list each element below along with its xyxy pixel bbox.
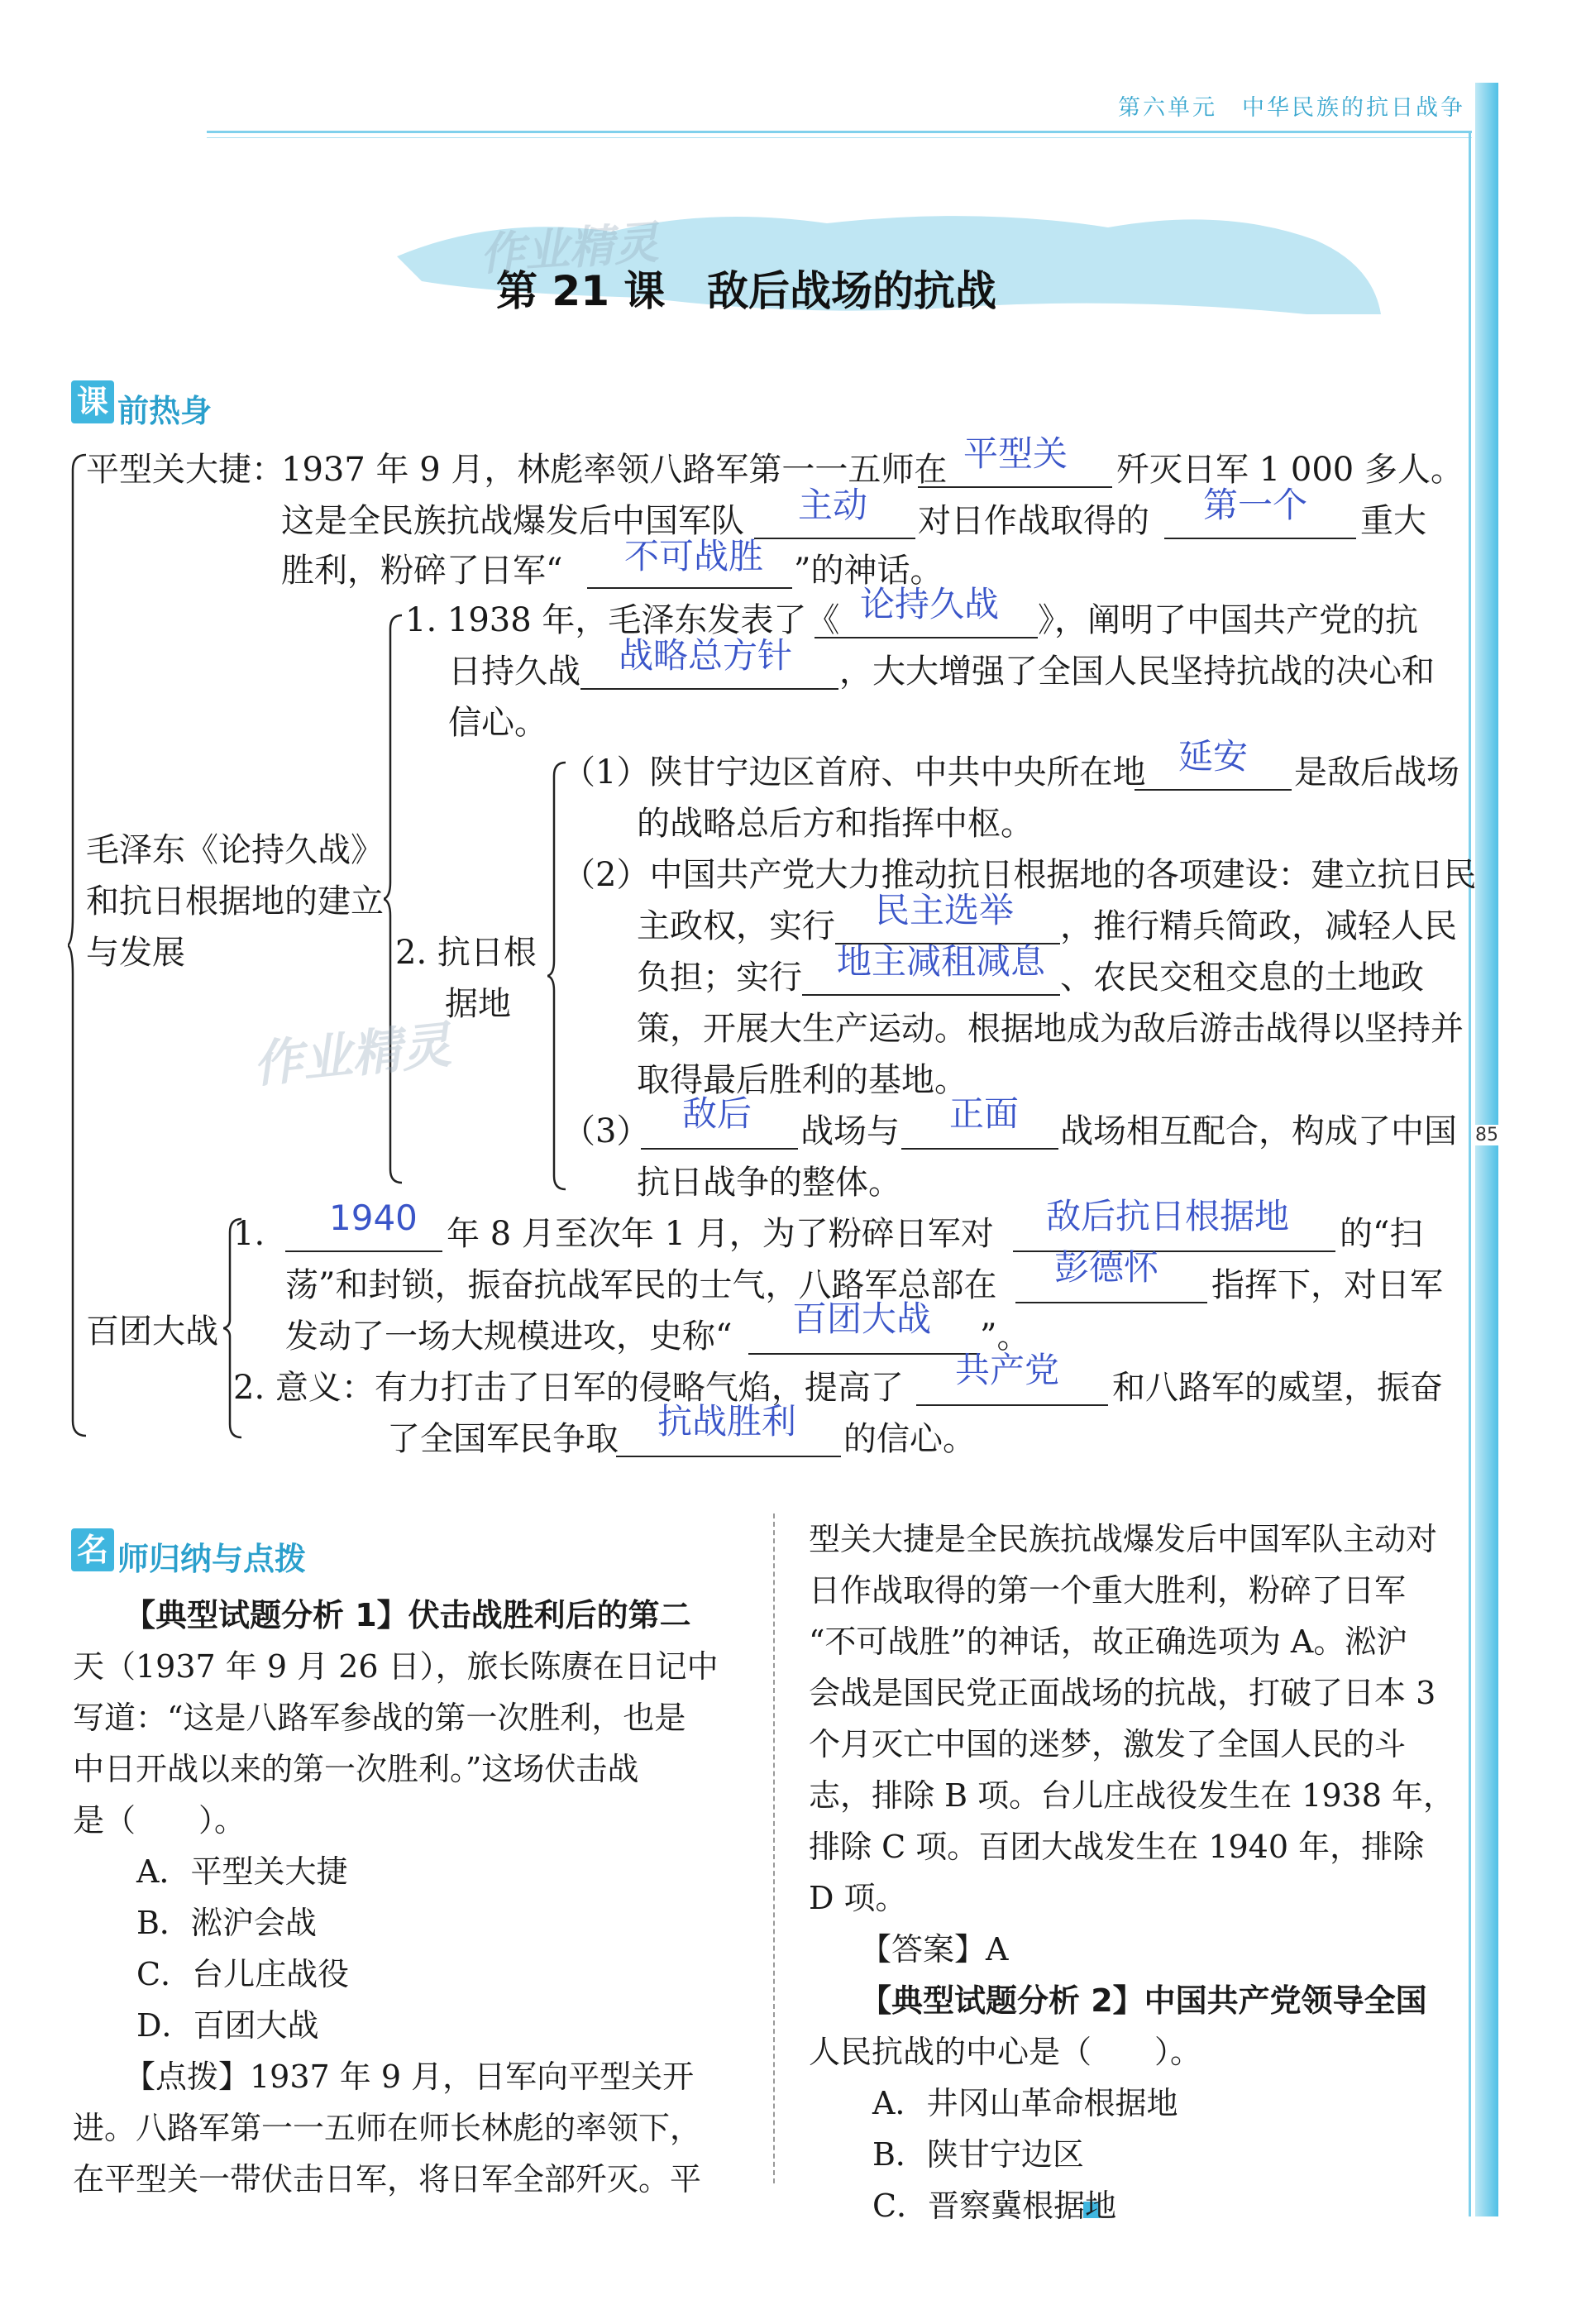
mao-s2-line2b: ，推行精兵简政，减轻人民 [1060,907,1457,945]
left-line-12: 在平型关一带伏击日军，将日军全部歼灭。平 [73,2161,702,2197]
btdz-line3a: 发动了一场大规模进攻，史称“ [285,1317,733,1356]
option2-c: C．晋察冀根据地 [872,2188,1117,2224]
left-line-10: 【点拨】1937 年 9 月，日军向平型关开 [124,2059,695,2095]
answer-dihoukangrigenjudi: 敌后抗日根据地 [1046,1196,1290,1236]
blank-btdz-peng [1015,1302,1207,1303]
blank-mao-front [901,1148,1058,1150]
blank-pxg-invincible [587,587,792,589]
top-rule-thin [207,137,1472,138]
answer-baituandazhan: 百团大战 [792,1298,932,1339]
mao-s3-line1c: 战场相互配合，构成了中国 [1060,1112,1457,1150]
mao-s3-line1b: 战场与 [800,1112,900,1150]
btdz-term: 百团大战 [86,1313,218,1351]
answer-diyige: 第一个 [1203,485,1308,525]
mao-p2-label1: 2. 抗日根 [395,934,537,972]
option2-b: B．陕甘宁边区 [872,2136,1084,2173]
right-line-4: 会战是国民党正面战场的抗战，打破了日本 3 [809,1675,1436,1711]
pxg-line1b: 歼灭日军 1 000 多人。 [1116,451,1464,489]
mao-s1-line2: 的战略总后方和指挥中枢。 [637,805,1034,843]
column-divider [773,1513,775,2183]
btdz-line4a: 2. 意义：有力打击了日军的侵略气焰，提高了 [233,1369,904,1407]
mao-s3-line2: 抗日战争的整体。 [637,1164,901,1202]
answer-zhudong: 主动 [798,485,868,525]
lesson-title-number: 第 21 课 [496,267,666,315]
section-badge-ke: 课 [71,380,114,423]
pxg-line2a: 这是全民族抗战爆发后中国军队 [281,502,744,540]
mao-s2-line1: （2）中国共产党大力推动抗日根据地的各项建设：建立抗日民 [562,856,1477,894]
right-line-10 [860,1975,1427,2026]
mao-s2-line4: 策，开展大生产运动。根据地成为敌后游击战得以坚持并 [637,1010,1464,1048]
blank-btdz-name [748,1353,980,1355]
mao-p1-line2b: ，大大增强了全国人民坚持抗战的决心和 [839,653,1435,691]
right-edge-bar [1475,83,1498,2216]
blank-mao-rent [802,994,1060,996]
mao-term2: 和抗日根据地的建立 [86,882,384,921]
btdz-line1b: 年 8 月至次年 1 月，为了粉碎日军对 [447,1215,994,1253]
mao-s2-line5: 取得最后胜利的基地。 [637,1061,967,1099]
answer-gongchandang: 共产党 [955,1350,1060,1390]
mao-p1-line3: 信心。 [448,704,547,742]
mao-s1-line1a: （1）陕甘宁边区首府、中共中央所在地 [562,753,1146,791]
right-line-7: 排除 C 项。百团大战发生在 1940 年，排除 [809,1829,1425,1865]
option-b: B．淞沪会战 [136,1905,317,1941]
left-line-2: 天（1937 年 9 月 26 日），旅长陈赓在日记中 [73,1648,719,1685]
right-line-11: 人民抗战的中心是（ ）。 [809,2034,1202,2070]
blank-pxg-first [1164,538,1356,539]
option-d: D．百团大战 [136,2007,319,2044]
section-badge-ming: 名 [71,1528,114,1571]
answer-lunchijiuzhan: 论持久战 [860,584,1000,624]
blank-mao-book [814,637,1038,638]
right-line-5: 个月灭亡中国的迷梦，激发了全国人民的斗 [809,1726,1407,1762]
left-line-4: 中日开战以来的第一次胜利。”这场伏击战 [73,1751,639,1787]
mao-brace [384,614,404,1184]
pxg-line1a: 1937 年 9 月，林彪率领八路军第一一五师在 [281,451,948,489]
answer-pingxingguan: 平型关 [963,433,1068,474]
left-line-1 [124,1590,691,1641]
option2-a: A．井冈山革命根据地 [872,2085,1178,2121]
btdz-line4b: 和八路军的威望，振奋 [1112,1369,1443,1407]
answer-yanan: 延安 [1178,736,1249,777]
answer-bukezhansheng: 不可战胜 [624,536,764,576]
blank-btdz-ccp [916,1404,1108,1406]
answer-minzhuxuanju: 民主选举 [875,890,1015,930]
left-line-5: 是（ ）。 [73,1802,246,1839]
btdz-line5a: 了全国军民争取 [387,1420,619,1458]
answer-zhanlvezongfangzhen: 战略总方针 [619,635,793,676]
header-chapter: 中华民族的抗日战争 [1242,95,1465,121]
right-line-2: 日作战取得的第一个重大胜利，粉碎了日军 [809,1572,1407,1609]
answer-1940: 1940 [329,1198,418,1238]
blank-btdz-year [285,1250,442,1252]
right-line-1: 型关大捷是全民族抗战爆发后中国军队主动对 [809,1521,1438,1557]
right-edge-line [1469,132,1471,2216]
btdz-line3b: ”。 [980,1317,1030,1356]
pxg-line3a: 胜利，粉碎了日军“ [281,552,563,590]
mao-p2-label2: 据地 [445,985,511,1023]
answer-dihou: 敌后 [682,1093,752,1134]
section-title-teacher: 师归纳与点拨 [117,1541,307,1577]
blank-pxg-place [918,486,1112,488]
btdz-line2a: 荡”和封锁，振奋抗战军民的士气，八路军总部在 [285,1266,997,1304]
mao-p1-line1a: 1. 1938 年，毛泽东发表了《 [405,601,840,639]
pxg-line2c: 重大 [1360,502,1426,540]
mao-p1-line1b: 》，阐明了中国共产党的抗 [1038,601,1418,639]
watermark-top: 作业精灵 [478,216,661,281]
mao-term3: 与发展 [86,934,185,972]
answer-dizhujianzujianxi: 地主减租减息 [837,941,1046,982]
answer-line: 【答案】A [860,1931,1009,1968]
watermark-middle: 作业精灵 [250,1016,454,1095]
page-number: 85 [1475,1125,1498,1145]
blank-pxg-active [754,538,915,539]
right-line-3: “不可战胜”的神话，故正确选项为 A。淞沪 [809,1623,1408,1660]
answer-zhengmian: 正面 [949,1093,1020,1134]
blank-btdz-win [616,1456,841,1457]
blank-mao-policy [580,688,838,690]
answer-kangzhanshengli: 抗战胜利 [657,1401,797,1442]
btdz-line5b: 的信心。 [843,1420,976,1458]
mao-term1: 毛泽东《论持久战》 [86,831,384,869]
pxg-term: 平型关大捷： [86,451,284,489]
mao-s2-line3b: 、农民交租交息的土地政 [1060,959,1424,997]
header-unit: 第六单元 [1118,95,1217,121]
section-title-warmup: 前热身 [117,393,213,429]
mao-s2-line2a: 主政权，实行 [637,907,835,945]
pxg-line2b: 对日作战取得的 [918,502,1149,540]
btdz-line2b: 指挥下，对日军 [1211,1266,1443,1304]
left-line-1-text: 【典型试题分析 1】伏击战胜利后的第二 [124,1597,691,1633]
mao-s2-line3a: 负担；实行 [637,959,802,997]
answer-pengdehuai: 彭德怀 [1054,1247,1159,1288]
right-line-8: D 项。 [809,1880,907,1916]
mao-p1-line2a: 日持久战 [448,653,580,691]
left-line-3: 写道：“这是八路军参战的第一次胜利，也是 [73,1700,686,1736]
top-rule [207,131,1472,133]
blank-mao-yanan [1135,789,1292,791]
lesson-title-name: 敌后战场的抗战 [707,267,996,315]
option-c: C．台儿庄战役 [136,1956,350,1992]
option-a: A．平型关大捷 [136,1853,348,1890]
blank-mao-behind [641,1148,798,1150]
btdz-line1c: 的“扫 [1340,1215,1423,1253]
left-line-11: 进。八路军第一一五师在师长林彪的率领下， [73,2110,702,2146]
mao-s3-line1a: （3） [562,1112,650,1150]
right-line-10-text: 【典型试题分析 2】中国共产党领导全国 [860,1982,1427,2019]
mao-s1-line1b: 是敌后战场 [1294,753,1459,791]
btdz-line1a: 1. [233,1215,265,1253]
pxg-line3b: ”的神话。 [794,552,943,590]
right-line-6: 志，排除 B 项。台儿庄战役发生在 1938 年， [809,1777,1455,1814]
